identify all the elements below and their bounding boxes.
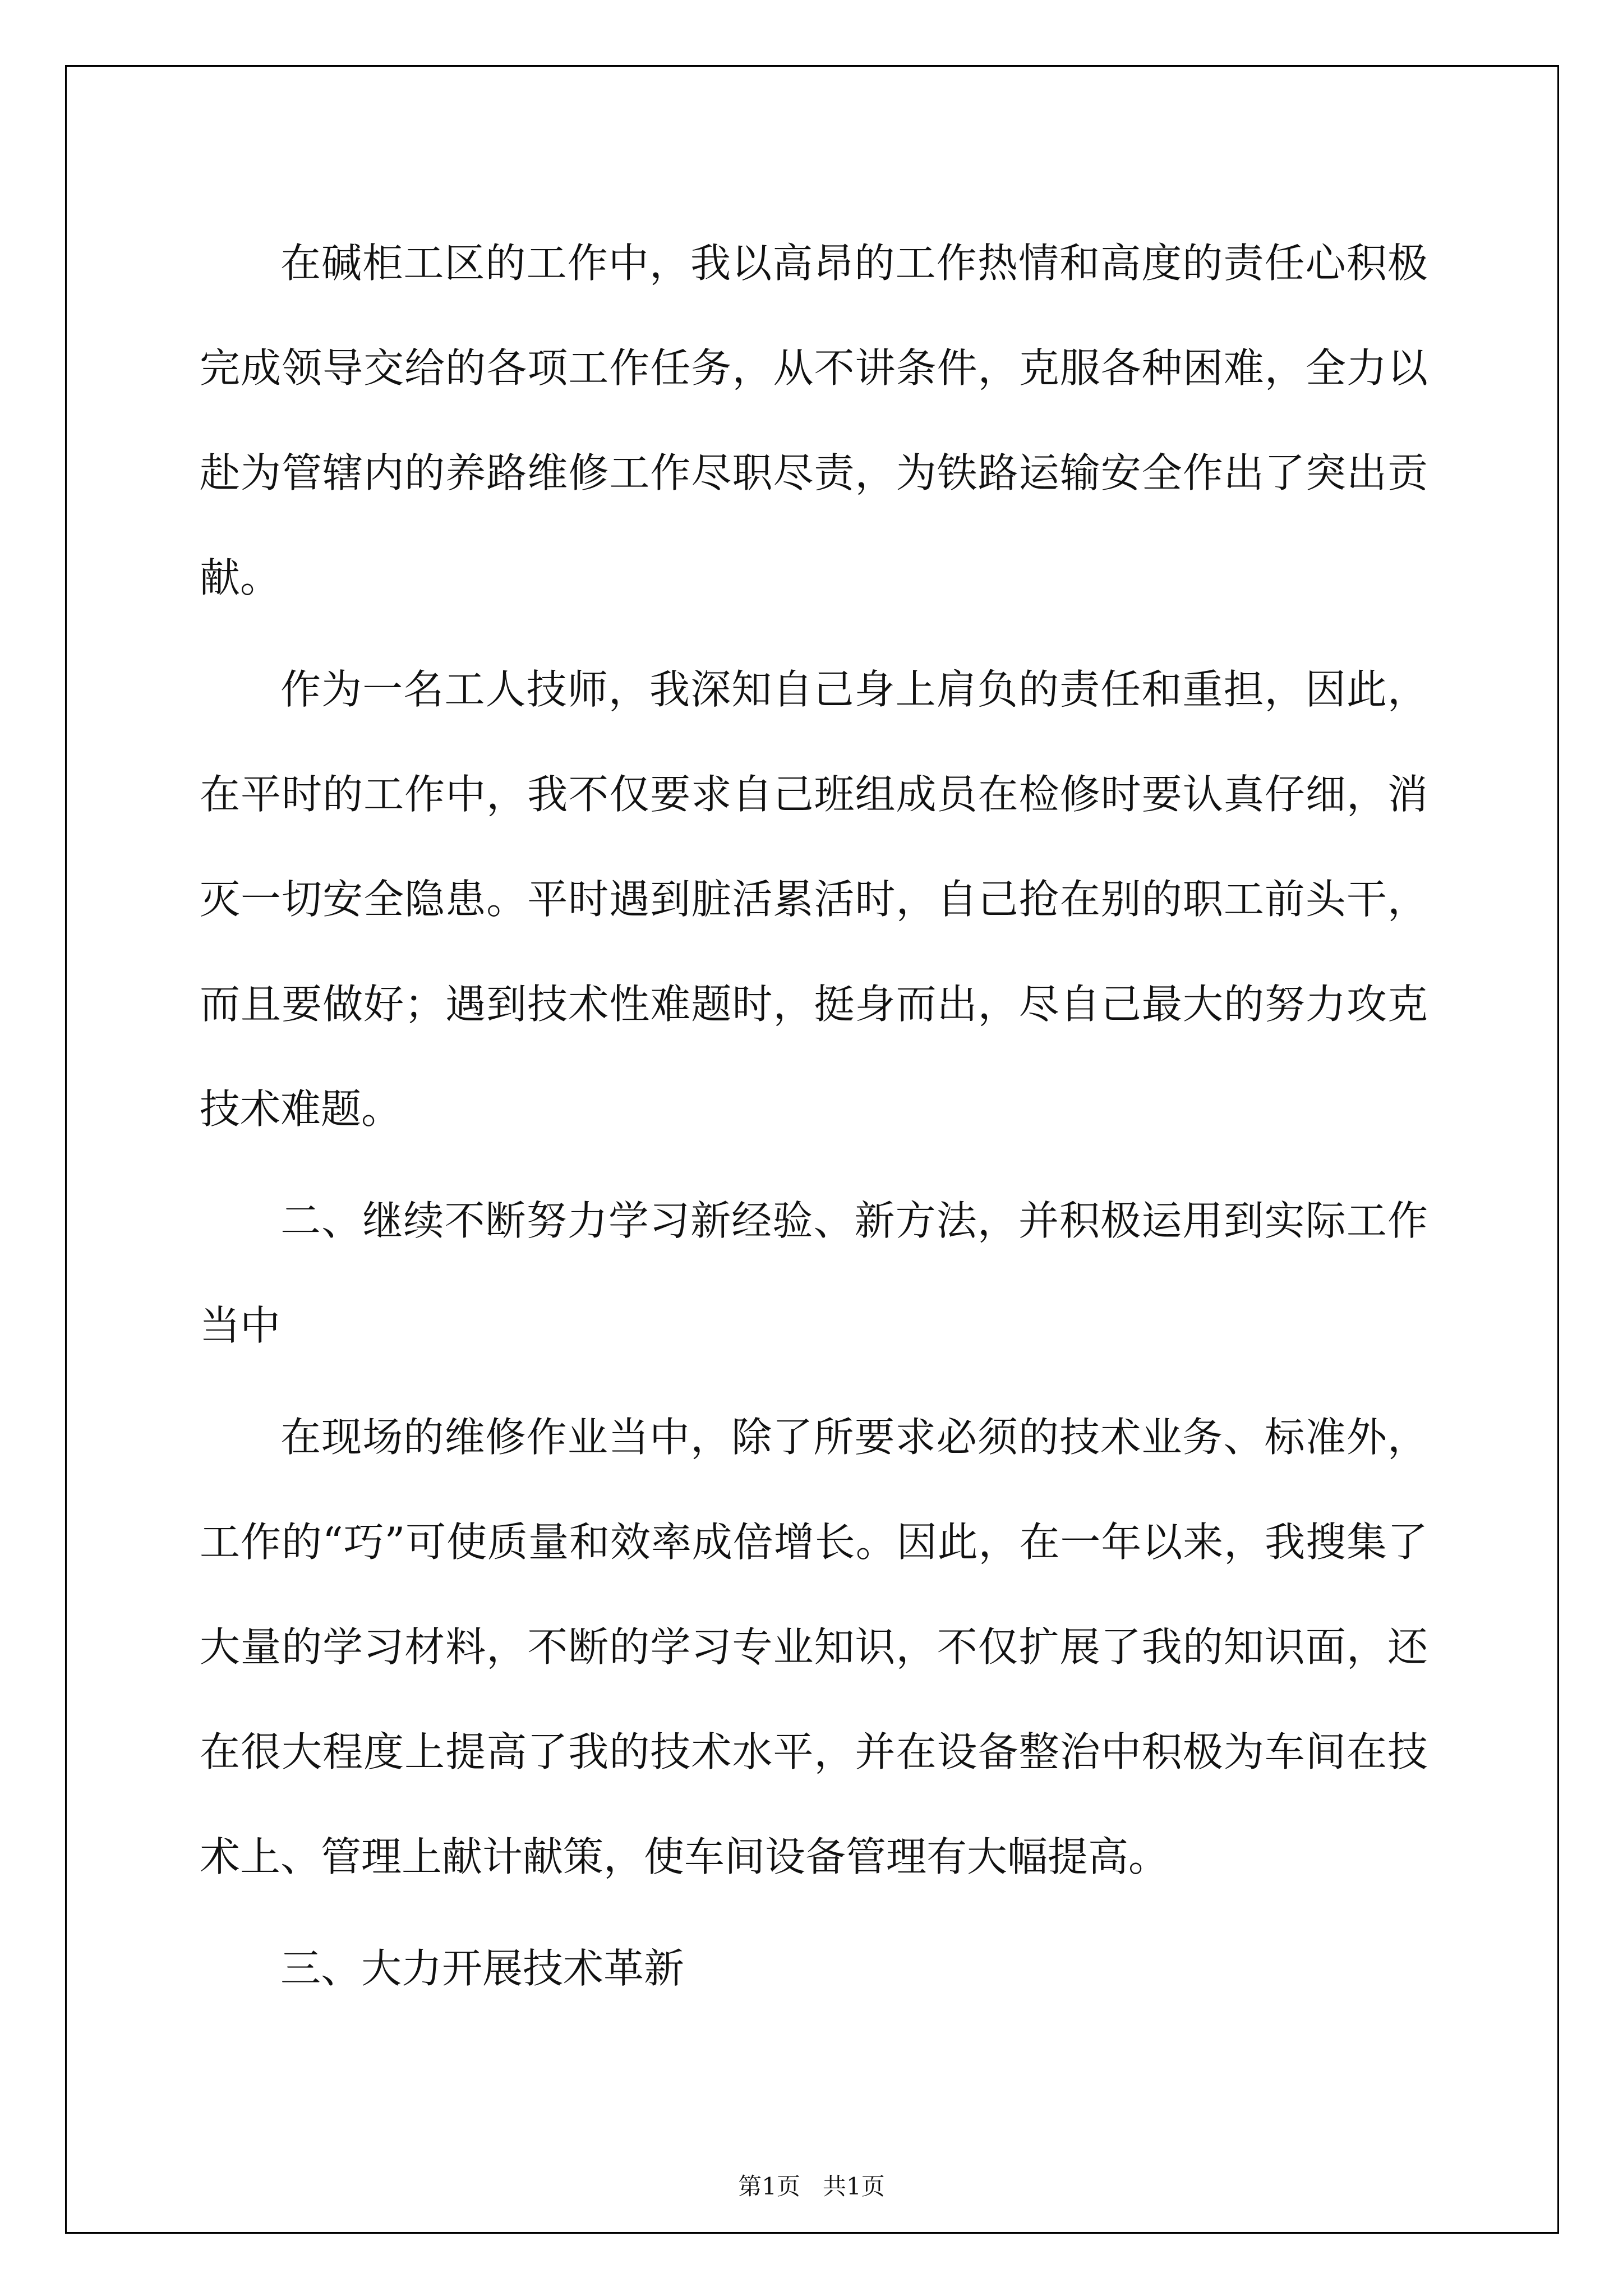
page-footer: 第1页 共1页	[738, 2173, 885, 2200]
paragraph-1: 在碱柜工区的工作中，我以高昂的工作热情和高度的责任心积极完成领导交给的各项工作任务，从不讲条件，克服各种困难，全力以赴为管辖内的养路维修工作尽职尽责，为铁路运输安全作出了突出贡献。	[200, 240, 1428, 601]
heading-section-3: 三、大力开展技术革新	[280, 1945, 685, 1992]
document-body	[200, 211, 1428, 2028]
paragraph-2: 作为一名工人技师，我深知自己身上肩负的责任和重担，因此，在平时的工作中，我不仅要求自己班组成员在检修时要认真仔细，消灭一切安全隐患。平时遇到脏活累活时，自己抢在别的职工前头干，而且要做好；遇到技术性难题时，挺身而出，尽自己最大的努力攻克技术难题。	[200, 666, 1428, 1133]
heading-section-2: 二、继续不断努力学习新经验、新方法，并积极运用到实际工作当中	[200, 1197, 1428, 1349]
paragraph-3: 在现场的维修作业当中，除了所要求必须的技术业务、标准外，工作的“巧”可使质量和效率成倍增长。因此，在一年以来，我搜集了大量的学习材料，不断的学习专业知识，不仅扩展了我的知识面，还在很大程度上提高了我的技术水平，并在设备整治中积极为车间在技术上、管理上献计献策，使车间设备管理有大幅提高。	[200, 1414, 1428, 1880]
